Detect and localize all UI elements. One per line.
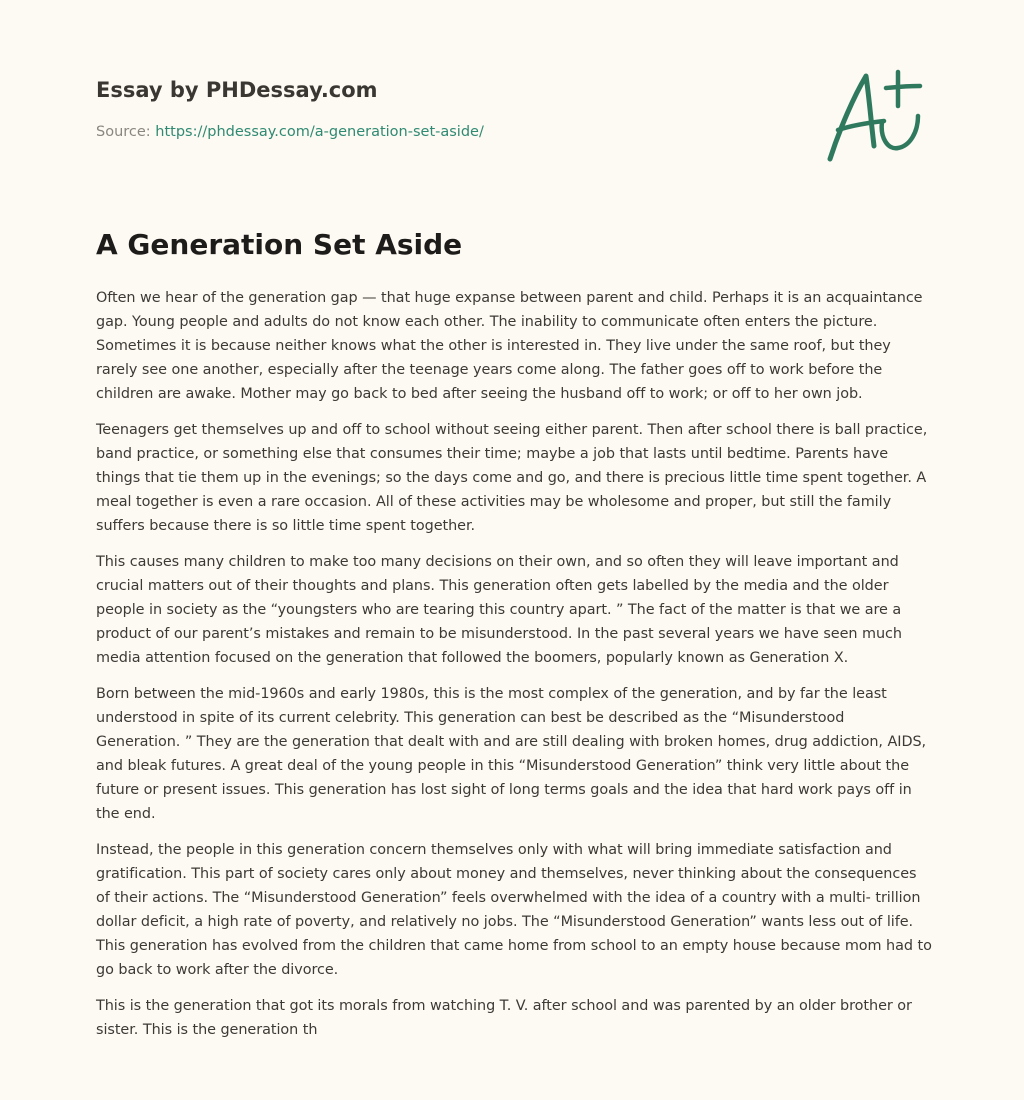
page-header: [96, 76, 696, 142]
paragraph-1: Often we hear of the generation gap — that huge expanse between parent and child. Perhaps it is an acquaintance gap. Young people and adults do not know each other. The inability to communicate often enters the picture. Sometimes it is because neither knows what the other is interested in. They live under the same roof, but they rarely see one another, especially after the teenage years come along. The father goes off to work before the children are awake. Mother may go back to bed after seeing the husband off to work; or off to her own job.: [96, 290, 923, 402]
site-title: Essay by PHDessay.com: [96, 78, 378, 102]
paragraph-4: Born between the mid-1960s and early 1980s, this is the most complex of the generation, and by far the least understood in spite of its current celebrity. This generation can best be described as the “Misunderstood Generation. ” They are the generation that dealt with and are still dealing with broken homes, drug addiction, AIDS, and bleak futures. A great deal of the young people in this “Misunderstood Generation” think very little about the future or present issues. This generation has lost sight of long terms goals and the idea that hard work pays off in the end.: [96, 686, 927, 822]
paragraph-5: Instead, the people in this generation concern themselves only with what will bring immediate satisfaction and gratification. This part of society cares only about money and themselves, never thinking about the consequences of their actions. The “Misunderstood Generation” feels overwhelmed with the idea of a country with a multi- trillion dollar deficit, a high rate of poverty, and relatively no jobs. The “Misunderstood Generation” wants less out of life. This generation has evolved from the children that came home from school to an empty house because mom had to go back to work after the divorce.: [96, 842, 932, 978]
paragraph-2: Teenagers get themselves up and off to school without seeing either parent. Then after school there is ball practice, band practice, or something else that consumes their time; maybe a job that lasts until bedtime. Parents have things that tie them up in the evenings; so the days come and go, and there is precious little time spent together. A meal together is even a rare occasion. All of these activities may be wholesome and proper, but still the family suffers because there is so little time spent together.: [96, 422, 928, 534]
paragraph-3: This causes many children to make too many decisions on their own, and so often they will leave important and crucial matters out of their thoughts and plans. This generation often gets labelled by the media and the older people in society as the “youngsters who are tearing this country apart. ” The fact of the matter is that we are a product of our parent’s mistakes and remain to be misunderstood. In the past several years we have seen much media attention focused on the generation that followed the boomers, popularly known as Generation X.: [96, 554, 902, 666]
source-label: Source:: [96, 124, 151, 140]
paragraph-6: This is the generation that got its morals from watching T. V. after school and was parented by an older brother or sister. This is the generation th: [96, 998, 912, 1038]
a-plus-logo-icon: [822, 66, 930, 166]
article-title: A Generation Set Aside: [96, 228, 463, 261]
source-line: [96, 122, 696, 142]
source-link[interactable]: https://phdessay.com/a-generation-set-aside/: [155, 124, 484, 140]
essay-article: [96, 226, 932, 1054]
